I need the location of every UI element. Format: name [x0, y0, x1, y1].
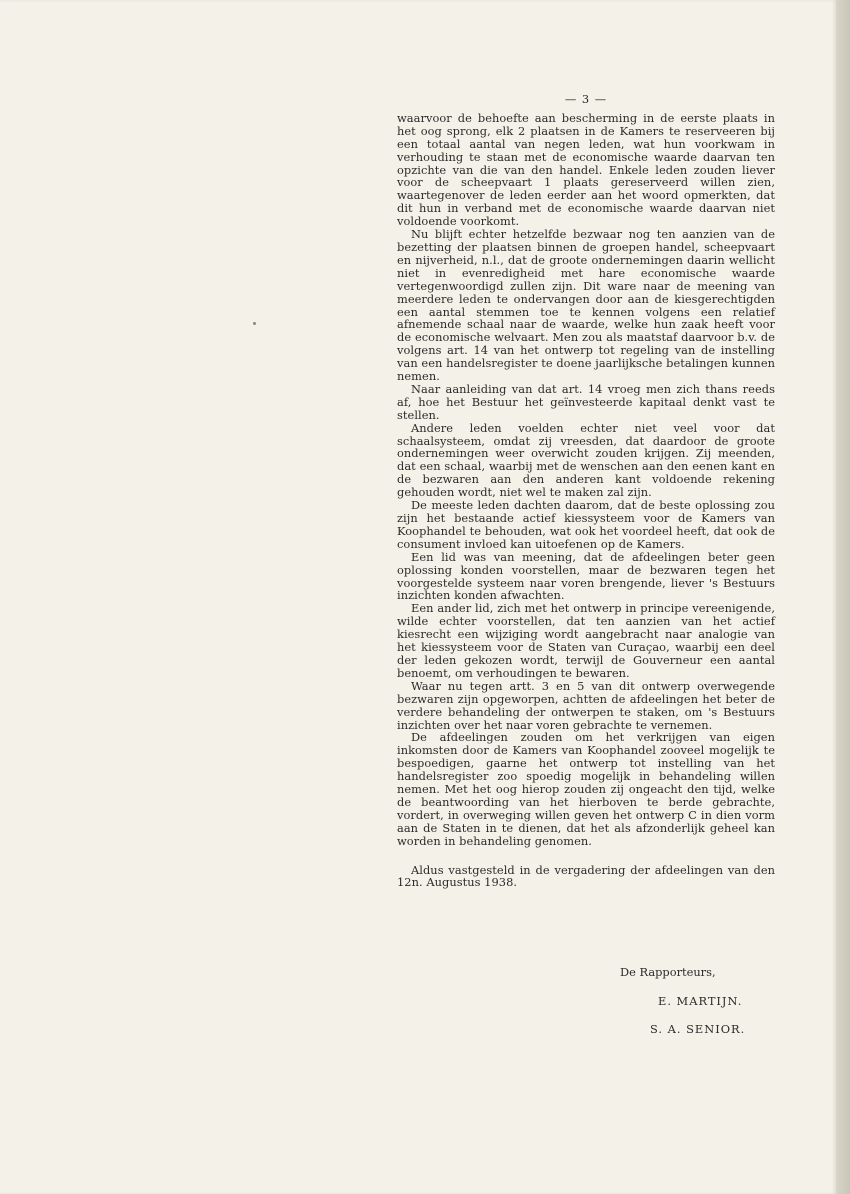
page-edge: [836, 0, 850, 1194]
paragraph-gap: [397, 848, 775, 864]
page-number: — 3 —: [564, 92, 608, 106]
paragraph-3: Naar aanleiding van dat art. 14 vroeg men zich thans reeds af, hoe het Bestuur het geïnvesteerde kapitaal denkt vast te stellen.: [397, 381, 775, 422]
signature-name-1: E. MARTIJN.: [658, 994, 743, 1008]
text-column: [397, 93, 775, 889]
paragraph-5: De meeste leden dachten daarom, dat de beste oplossing zou zijn het bestaande actief kiessysteem voor de Kamers van Koophandel te behouden, wat ook het voordeel heeft, dat ook de consument invloed kan uitoefenen op de Kamers.: [397, 498, 775, 551]
closing-paragraph: Aldus vastgesteld in de vergadering der afdeelingen van den 12n. Augustus 1938.: [397, 862, 775, 890]
paragraph-2: Nu blijft echter hetzelfde bezwaar nog ten aanzien van de bezetting der plaatsen binnen de groepen handel, scheepvaart en nijverheid, n.l., dat de groote ondernemingen daarin wellicht niet in evenredigheid met hare economische waarde vertegenwoordigd zullen zijn. Dit ware naar de meening van meerdere leden te ondervangen door aan de kiesgerechtigden een aantal stemmen toe te kennen volgens een relatief afnemende schaal naar de waarde, welke hun zaak heeft voor de economische welvaart. Men zou als maatstaf daarvoor b.v. de volgens art. 14 van het ontwerp tot regeling van de instelling van een handelsregister te doene jaarlijksche betalingen kunnen nemen.: [397, 227, 775, 384]
paragraph-8: Waar nu tegen artt. 3 en 5 van dit ontwerp overwegende bezwaren zijn opgeworpen, achtten de afdeelingen het beter de verdere behandeling der ontwerpen te staken, om 's Bestuurs inzichten over het naar voren gebrachte te vernemen.: [397, 678, 775, 732]
paragraph-1: waarvoor de behoefte aan bescherming in de eerste plaats in het oog sprong, elk 2 plaatsen in de Kamers te reserveeren bij een totaal aantal van negen leden, wat hun voorkwam in verhouding te staan met de economische waarde daarvan ten opzichte van die van den handel. Enkele leden zouden liever voor de scheepvaart 1 plaats gereserveerd willen zien, waartegenover de leden eerder aan het woord opmerkten, dat dit hun in verband met de economische waarde daarvan niet voldoende voorkomt.: [397, 110, 775, 229]
signature-name-2: S. A. SENIOR.: [650, 1022, 746, 1036]
paragraph-6: Een lid was van meening, dat de afdeelingen beter geen oplossing konden voorstellen, maar de bezwaren tegen het voorgestelde systeem naar voren brengende, liever 's Bestuurs inzichten konden afwachten.: [397, 549, 775, 603]
paper-speck: [253, 322, 256, 325]
signature-heading: De Rapporteurs,: [620, 965, 716, 979]
paragraph-9: De afdeelingen zouden om het verkrijgen van eigen inkomsten door de Kamers van Koophandel zooveel mogelijk te bespoedigen, gaarne het ontwerp tot instelling van het handelsregister zoo spoedig mogelijk in behandeling willen nemen. Met het oog hierop zouden zij ongeacht den tijd, welke de beantwoording van het hierboven te berde gebrachte, vordert, in overweging willen geven het ontwerp C in dien vorm aan de Staten in te dienen, dat het als afzonderlijk geheel kan worden in behandeling genomen.: [397, 730, 775, 848]
paragraph-4: Andere leden voelden echter niet veel voor dat schaalsysteem, omdat zij vreesden, dat daardoor de groote ondernemingen weer overwicht zouden krijgen. Zij meenden, dat een schaal, waarbij met de wenschen aan den eenen kant en de bezwaren aan den anderen kant voldoende rekening gehouden wordt, niet wel te maken zal zijn.: [397, 420, 775, 500]
paragraph-7: Een ander lid, zich met het ontwerp in principe vereenigende, wilde echter voorstellen, dat ten aanzien van het actief kiesrecht een wijziging wordt aangebracht naar analogie van het kiessysteem voor de Staten van Curaçao, waarbij een deel der leden gekozen wordt, terwijl de Gouverneur een aantal benoemt, om verhoudingen te bewaren.: [397, 601, 775, 680]
